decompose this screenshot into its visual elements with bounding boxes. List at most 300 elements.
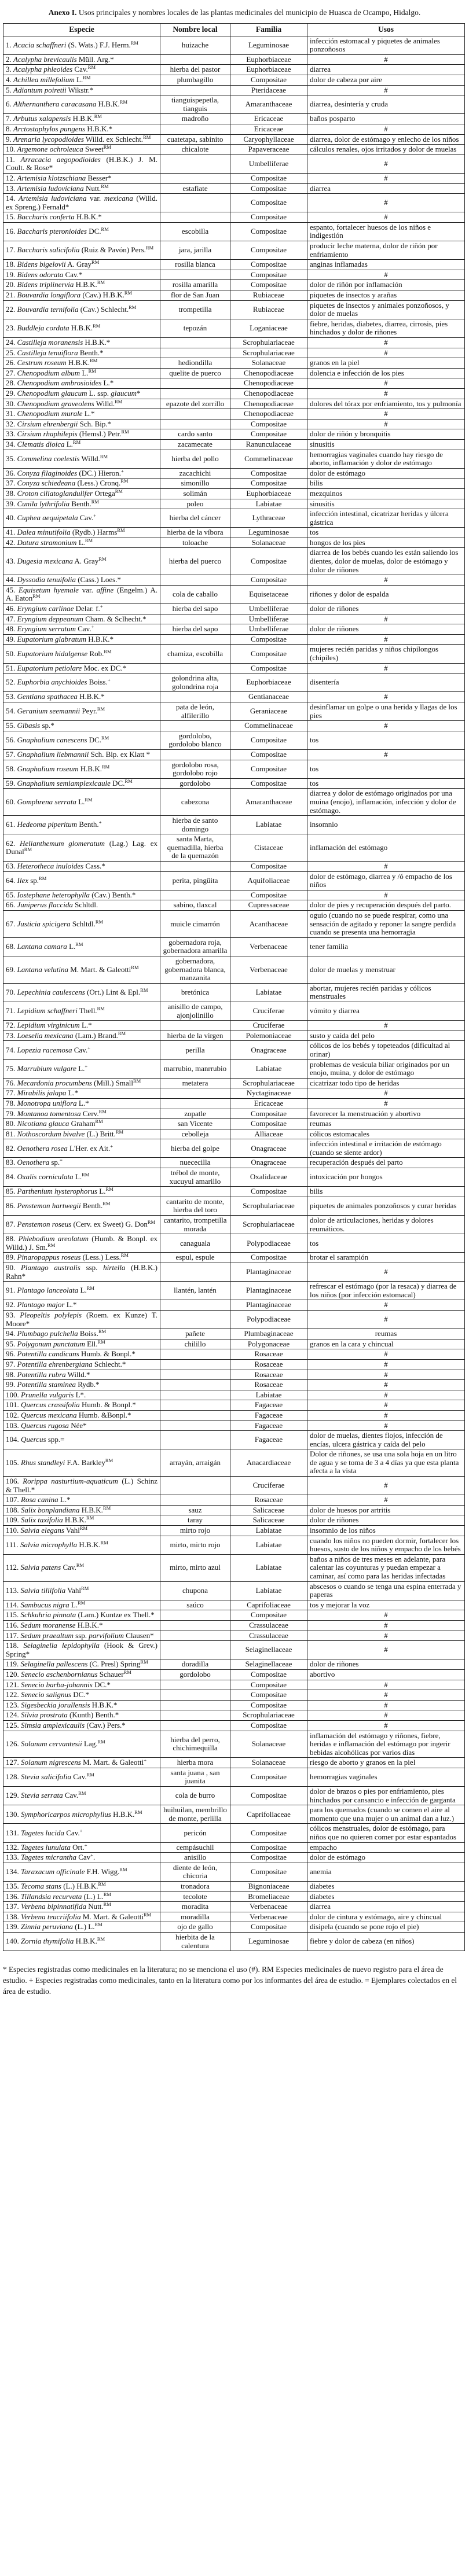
- species-cell: [3, 778, 160, 789]
- species-cell: [3, 1863, 160, 1881]
- table-row: [3, 378, 465, 389]
- header-nombre-local: Nombre local: [160, 24, 230, 36]
- table-row: [3, 1310, 465, 1329]
- family-cell: Euphorbiaceae: [230, 54, 307, 65]
- uses-cell: dolor de riñón por inflamación: [307, 280, 465, 290]
- species-epithet: Nothoscordum bivalve: [17, 1129, 85, 1138]
- table-row: [3, 862, 465, 872]
- family-cell: Plantaginaceae: [230, 1300, 307, 1311]
- table-row: [3, 399, 465, 409]
- table-row: [3, 499, 465, 509]
- local-name-cell: perilla: [160, 1041, 230, 1059]
- record-mark: RM: [123, 1669, 131, 1675]
- species-text: 99.: [6, 1380, 17, 1389]
- uses-cell: #: [307, 1700, 465, 1710]
- family-cell: Scrophulariaceae: [230, 338, 307, 348]
- record-mark: RM: [140, 987, 148, 993]
- record-mark: RM: [115, 1128, 124, 1135]
- family-cell: Salicaceae: [230, 1505, 307, 1515]
- species-text: H.B.K.: [74, 280, 97, 289]
- local-name-cell: saúco: [160, 1600, 230, 1610]
- local-name-cell: [160, 85, 230, 95]
- table-row: [3, 1370, 465, 1380]
- uses-cell: baños a niños de tres meses en adelante, para calentar las coyunturas y puedan empezar a caminar, así como para las heridas infectadas: [307, 1554, 465, 1581]
- table-row: [3, 36, 465, 54]
- uses-cell: #: [307, 388, 465, 399]
- species-text: 104.: [6, 1435, 21, 1444]
- family-cell: Labiatae: [230, 1581, 307, 1600]
- local-name-cell: perita, pingüita: [160, 871, 230, 890]
- species-cell: [3, 75, 160, 85]
- uses-cell: oguio (cuando no se puede respirar, como una sensación de agitado y reponer la sangre perdida cuando se presenta una hemorragia: [307, 911, 465, 938]
- uses-cell: disentería: [307, 674, 465, 692]
- uses-cell: dolor de cabeza por aire: [307, 75, 465, 85]
- species-epithet: Eupatorium hidalgense: [17, 649, 88, 658]
- table-header-row: [3, 24, 465, 36]
- species-text: 90.: [6, 1263, 21, 1272]
- species-text: Humb. & Bonpl.*: [79, 1400, 136, 1410]
- local-name-cell: cantarito de monte, hierba del toro: [160, 1197, 230, 1215]
- family-cell: Leguminosae: [230, 36, 307, 54]
- table-row: [3, 348, 465, 358]
- species-cell: [3, 212, 160, 223]
- species-text: (Cerv. ex Sweet) G. Don: [71, 1220, 148, 1229]
- table-row: [3, 1731, 465, 1758]
- uses-cell: dolor de brazos o pies por enfriamiento, pies hinchados por cansancio e infección de garganta: [307, 1787, 465, 1805]
- record-mark: RM: [147, 1219, 156, 1226]
- record-mark: RM: [97, 706, 105, 712]
- species-cell: [3, 85, 160, 95]
- species-text: Cav.: [63, 1791, 79, 1800]
- species-text: (Engelm.) A. A. Eaton: [6, 585, 158, 603]
- table-row: [3, 1824, 465, 1842]
- local-name-cell: anisillo de campo, ajonjolinillo: [160, 1002, 230, 1020]
- species-epithet: Plumbago pulchella: [17, 1329, 78, 1338]
- table-row: [3, 548, 465, 575]
- species-text: 64.: [6, 875, 17, 885]
- local-name-cell: pata de león, alfilerillo: [160, 702, 230, 720]
- family-cell: Compositae: [230, 778, 307, 789]
- record-mark: RM: [94, 113, 102, 120]
- table-row: [3, 1400, 465, 1411]
- record-mark: RM: [103, 144, 111, 150]
- species-epithet: Gomphrena serrata: [17, 797, 76, 806]
- table-row: [3, 1700, 465, 1710]
- record-mark: RM: [88, 367, 96, 374]
- species-epithet: Mecardonia procumbens: [17, 1078, 92, 1087]
- species-cell: [3, 1158, 160, 1168]
- record-mark: RM: [94, 1922, 102, 1928]
- species-cell: [3, 1631, 160, 1641]
- local-name-cell: flor de San Juan: [160, 290, 230, 301]
- species-text: 105.: [6, 1458, 21, 1467]
- species-text: H.B.K.*: [74, 212, 102, 222]
- local-name-cell: cuatetapa, sabinito: [160, 134, 230, 145]
- species-text: 95.: [6, 1339, 17, 1348]
- table-row: [3, 956, 465, 984]
- species-text: 13.: [6, 183, 17, 193]
- species-text: 120.: [6, 1669, 21, 1679]
- family-cell: Onagraceae: [230, 1158, 307, 1168]
- table-row: [3, 1768, 465, 1786]
- species-epithet: Tillandsia recurvata: [21, 1891, 82, 1901]
- record-mark: RM: [120, 478, 129, 484]
- species-cell: [3, 338, 160, 348]
- species-text: 2.: [6, 54, 13, 64]
- species-text: 1.: [6, 40, 13, 49]
- local-name-cell: [160, 194, 230, 212]
- species-text: 67.: [6, 919, 17, 928]
- species-epithet: Oenothera: [17, 1158, 50, 1167]
- species-text: 87.: [6, 1220, 17, 1229]
- table-row: [3, 1680, 465, 1690]
- species-cell: [3, 1720, 160, 1731]
- uses-cell: dolor de estómago, diarrea y /ó empacho de los niños: [307, 871, 465, 890]
- species-text: 121.: [6, 1680, 21, 1689]
- species-epithet: Ilex: [17, 875, 28, 885]
- record-mark: RM: [72, 439, 81, 445]
- species-epithet: Penstemon hartwegii: [17, 1201, 81, 1210]
- table-row: [3, 1282, 465, 1300]
- local-name-cell: hediondilla: [160, 358, 230, 369]
- species-cell: [3, 1168, 160, 1187]
- local-name-cell: [160, 419, 230, 429]
- record-mark: RM: [81, 1585, 89, 1591]
- family-cell: Compositae: [230, 731, 307, 749]
- species-text: 112.: [6, 1563, 21, 1572]
- table-row: [3, 1059, 465, 1078]
- species-epithet: Plantago lanceolata: [17, 1286, 79, 1295]
- species-cell: [3, 399, 160, 409]
- uses-cell: riñones y dolor de espalda: [307, 585, 465, 603]
- species-epithet: Juniperus flaccida: [17, 900, 73, 910]
- species-text: H.B.K.: [74, 1937, 97, 1946]
- family-cell: Scrophulariaceae: [230, 1078, 307, 1088]
- species-cell: [3, 222, 160, 241]
- species-text: 45.: [6, 585, 19, 594]
- family-cell: Chenopodiaceae: [230, 399, 307, 409]
- uses-cell: #: [307, 348, 465, 358]
- local-name-cell: hierba de la víbora: [160, 528, 230, 538]
- uses-cell: infección estomacal y piquetes de animales ponzoñosos: [307, 36, 465, 54]
- uses-cell: tos: [307, 731, 465, 749]
- record-mark: RM: [82, 1172, 90, 1178]
- local-name-cell: huihuilan, membrillo de monte, perlilla: [160, 1805, 230, 1824]
- family-cell: Scrophulariaceae: [230, 1197, 307, 1215]
- family-cell: Verbenaceae: [230, 937, 307, 956]
- species-text: 14.: [6, 194, 19, 203]
- family-cell: Papaveraceae: [230, 145, 307, 155]
- family-cell: Nyctaginaceae: [230, 1088, 307, 1099]
- table-row: [3, 731, 465, 749]
- species-text: (L.) L.: [72, 1922, 95, 1931]
- family-cell: Compositae: [230, 749, 307, 760]
- species-cell: [3, 1088, 160, 1099]
- species-epithet: Artemisia ludoviciana: [17, 183, 84, 193]
- species-text: (L.) Britt.: [85, 1129, 116, 1138]
- record-mark: RM: [119, 99, 128, 105]
- uses-cell: diarrea y dolor de estómago originados por una muina (enojo), inflamación, infección y dolor de estómago.: [307, 789, 465, 816]
- species-cell: [3, 134, 160, 145]
- family-cell: Solanaceae: [230, 538, 307, 548]
- species-text: Clausen*: [123, 1631, 154, 1640]
- species-cell: [3, 488, 160, 499]
- species-text: 63.: [6, 862, 17, 871]
- local-name-cell: pañete: [160, 1329, 230, 1339]
- species-cell: [3, 1515, 160, 1526]
- species-epithet: Gnaphalium roseum: [17, 764, 79, 773]
- uses-cell: #: [307, 1620, 465, 1631]
- species-text: 84.: [6, 1172, 17, 1182]
- table-row: [3, 1515, 465, 1526]
- uses-cell: tos: [307, 528, 465, 538]
- local-name-cell: [160, 1410, 230, 1421]
- record-mark: RM: [124, 778, 133, 784]
- uses-cell: sinusitis: [307, 439, 465, 450]
- species-text: (Roem. ex Kunze) T. Moore*: [6, 1310, 158, 1328]
- local-name-cell: [160, 1088, 230, 1099]
- uses-cell: inflamación del estómago y riñones, fiebre, heridas e inflamación del estómago por ingerir bebidas alcohólicas por varios días: [307, 1731, 465, 1758]
- species-text: spp.=: [46, 1435, 65, 1444]
- local-name-cell: llantén, lantén: [160, 1282, 230, 1300]
- species-text: (C. Presl) Spring: [87, 1659, 141, 1669]
- uses-cell: #: [307, 1477, 465, 1495]
- local-name-cell: gordolobo rosa, gordolobo rojo: [160, 760, 230, 778]
- species-text: 94.: [6, 1329, 17, 1338]
- local-name-cell: gordolobo: [160, 778, 230, 789]
- species-cell: [3, 1421, 160, 1431]
- local-name-cell: [160, 890, 230, 900]
- species-cell: [3, 1139, 160, 1158]
- local-name-cell: jara, jarilla: [160, 241, 230, 260]
- uses-cell: #: [307, 173, 465, 183]
- family-cell: Compositae: [230, 548, 307, 575]
- species-epithet: Quercus rugosa: [21, 1421, 69, 1430]
- species-text: Cav: [76, 1853, 91, 1862]
- local-name-cell: [160, 1477, 230, 1495]
- uses-cell: mujeres recién paridas y niños chipilongos (chipiles): [307, 645, 465, 663]
- species-text: 135.: [6, 1882, 21, 1890]
- species-text: A. Gray: [72, 557, 99, 566]
- species-text: Née*: [68, 1421, 87, 1430]
- family-cell: Scrophulariaceae: [230, 348, 307, 358]
- species-text: 124.: [6, 1710, 21, 1720]
- species-text: Nutt.: [83, 183, 101, 193]
- species-text: 114.: [6, 1600, 21, 1609]
- species-text: 122.: [6, 1690, 21, 1699]
- species-text: 76.: [6, 1078, 17, 1087]
- family-cell: Amaranthaceae: [230, 95, 307, 114]
- uses-cell: #: [307, 862, 465, 872]
- species-text: 140.: [6, 1937, 21, 1946]
- species-cell: [3, 1477, 160, 1495]
- family-cell: Scrophulariaceae: [230, 1710, 307, 1721]
- species-text: L.: [74, 75, 83, 84]
- species-text: 85.: [6, 1187, 17, 1196]
- uses-cell: diarrea de los bebés cuando les están saliendo los dientes, dolor de muelas, dolor de estómago y dolor de riñones: [307, 548, 465, 575]
- table-row: [3, 721, 465, 731]
- species-text: 58.: [6, 764, 17, 773]
- species-text: L.: [76, 538, 85, 547]
- local-name-cell: cola de burro: [160, 1787, 230, 1805]
- family-cell: Compositae: [230, 1863, 307, 1881]
- species-cell: [3, 871, 160, 890]
- table-row: [3, 509, 465, 528]
- species-epithet: Zornia thymifolia: [21, 1937, 74, 1946]
- species-cell: [3, 1310, 160, 1329]
- species-text: 75.: [6, 1063, 17, 1073]
- table-row: [3, 645, 465, 663]
- species-text: 129.: [6, 1791, 21, 1800]
- species-epithet: Datura stramonium: [17, 538, 77, 547]
- species-text: (L.) H.B.K.: [61, 1882, 98, 1890]
- species-cell: [3, 816, 160, 834]
- family-cell: Euphorbiaceae: [230, 674, 307, 692]
- table-row: [3, 1912, 465, 1922]
- species-epithet: Gnaphalium liebmannii: [17, 749, 89, 759]
- species-text: 40.: [6, 513, 17, 522]
- species-cell: [3, 1300, 160, 1311]
- species-text: L.: [78, 1286, 87, 1295]
- species-epithet: Chenopodium album: [17, 368, 80, 377]
- table-row: [3, 241, 465, 260]
- species-text: H.B.K.: [78, 764, 102, 773]
- record-mark: RM: [97, 1006, 105, 1012]
- species-text: 83.: [6, 1158, 17, 1167]
- family-cell: Compositae: [230, 1700, 307, 1710]
- uses-cell: #: [307, 1390, 465, 1400]
- table-row: [3, 1495, 465, 1506]
- family-cell: Verbenaceae: [230, 956, 307, 984]
- species-text: 98.: [6, 1370, 17, 1379]
- species-cell: [3, 54, 160, 65]
- uses-cell: diarrea: [307, 1902, 465, 1912]
- species-cell: [3, 95, 160, 114]
- table-row: [3, 319, 465, 337]
- species-text: (Ruiz & Pavón) Pers.: [79, 245, 146, 255]
- local-name-cell: mirto, mirto rojo: [160, 1536, 230, 1554]
- local-name-cell: anisillo: [160, 1853, 230, 1863]
- family-cell: Lythraceae: [230, 509, 307, 528]
- uses-cell: recuperación después del parto: [307, 1158, 465, 1168]
- species-cell: [3, 1659, 160, 1670]
- species-text: L.*: [66, 1088, 79, 1098]
- table-row: [3, 1197, 465, 1215]
- species-text: L.*: [64, 1300, 77, 1309]
- table-row: [3, 983, 465, 1002]
- local-name-cell: cebolleja: [160, 1129, 230, 1139]
- uses-cell: tos: [307, 778, 465, 789]
- record-mark: +: [110, 1143, 113, 1149]
- local-name-cell: [160, 173, 230, 183]
- local-name-cell: [160, 409, 230, 419]
- species-text: 19.: [6, 270, 17, 279]
- species-text: 126.: [6, 1739, 21, 1749]
- local-name-cell: [160, 862, 230, 872]
- uses-cell: para los quemados (cuando se comen el aire al momento que una mujer o un animal dan a luz.): [307, 1805, 465, 1824]
- species-epithet: Chenopodium glaucum: [17, 388, 87, 398]
- species-cell: [3, 1805, 160, 1824]
- species-text: Vahl: [65, 1585, 82, 1595]
- uses-cell: #: [307, 154, 465, 173]
- species-text: 125.: [6, 1720, 21, 1729]
- species-text: (Hemsl.) Petr.: [77, 429, 122, 439]
- record-mark: +: [100, 603, 103, 610]
- table-row: [3, 1349, 465, 1360]
- local-name-cell: cola de caballo: [160, 585, 230, 603]
- species-cell: [3, 702, 160, 720]
- family-cell: Salicaceae: [230, 1515, 307, 1526]
- species-cell: [3, 1731, 160, 1758]
- record-mark: RM: [98, 1881, 106, 1887]
- species-cell: [3, 1187, 160, 1197]
- record-mark: +: [98, 819, 102, 826]
- local-name-cell: poleo: [160, 499, 230, 509]
- species-text: (Lam.) Kuntze ex Thell.*: [76, 1610, 155, 1620]
- species-text: Schltdl.: [70, 919, 96, 928]
- family-cell: Selaginellaceae: [230, 1641, 307, 1659]
- family-cell: Compositae: [230, 1787, 307, 1805]
- local-name-cell: [160, 1021, 230, 1031]
- local-name-cell: huizache: [160, 36, 230, 54]
- species-cell: [3, 1329, 160, 1339]
- species-text: 89.: [6, 1253, 17, 1262]
- header-especie: Especie: [3, 24, 160, 36]
- species-text: 97.: [6, 1359, 17, 1368]
- species-text: 106.: [6, 1477, 23, 1486]
- uses-cell: dolencia e infección de los pies: [307, 368, 465, 378]
- species-epithet: Sigesbeckia jorullensis: [21, 1700, 90, 1709]
- local-name-cell: hierba de la virgen: [160, 1031, 230, 1041]
- record-mark: +: [144, 1757, 146, 1764]
- species-text: 25.: [6, 348, 17, 357]
- family-cell: Fagaceae: [230, 1431, 307, 1449]
- uses-cell: #: [307, 1410, 465, 1421]
- family-cell: Solanaceae: [230, 1731, 307, 1758]
- species-epithet: Selaginella lepidophylla: [23, 1641, 100, 1650]
- table-row: [3, 338, 465, 348]
- species-cell: [3, 348, 160, 358]
- species-text: Boiss.: [87, 678, 108, 687]
- record-mark: RM: [101, 183, 109, 189]
- species-text: 53.: [6, 692, 17, 701]
- species-text: 57.: [6, 749, 17, 759]
- species-text: var.: [78, 585, 97, 594]
- species-cell: [3, 614, 160, 624]
- record-mark: RM: [115, 398, 123, 404]
- species-cell: [3, 1390, 160, 1400]
- family-cell: Ericaceae: [230, 1098, 307, 1109]
- species-text: 26.: [6, 358, 17, 367]
- species-text: (Less.) Cronq.: [75, 479, 121, 488]
- table-row: [3, 789, 465, 816]
- table-row: [3, 479, 465, 489]
- family-cell: Acanthaceae: [230, 911, 307, 938]
- local-name-cell: nuececilla: [160, 1158, 230, 1168]
- table-row: [3, 145, 465, 155]
- species-text: 4.: [6, 75, 13, 84]
- table-row: [3, 604, 465, 614]
- species-epithet: Arenaria lycopodioides: [13, 134, 84, 143]
- species-cell: [3, 439, 160, 450]
- species-epithet: Oxalis corniculata: [17, 1172, 74, 1182]
- species-text: Schltdl.: [72, 900, 98, 910]
- local-name-cell: hierba del puerco: [160, 548, 230, 575]
- uses-cell: anginas inflamadas: [307, 260, 465, 270]
- species-epithet: Symphoricarpos microphyllus: [21, 1809, 111, 1819]
- family-cell: Compositae: [230, 575, 307, 586]
- species-epithet: Tagetes micrantha: [21, 1853, 76, 1862]
